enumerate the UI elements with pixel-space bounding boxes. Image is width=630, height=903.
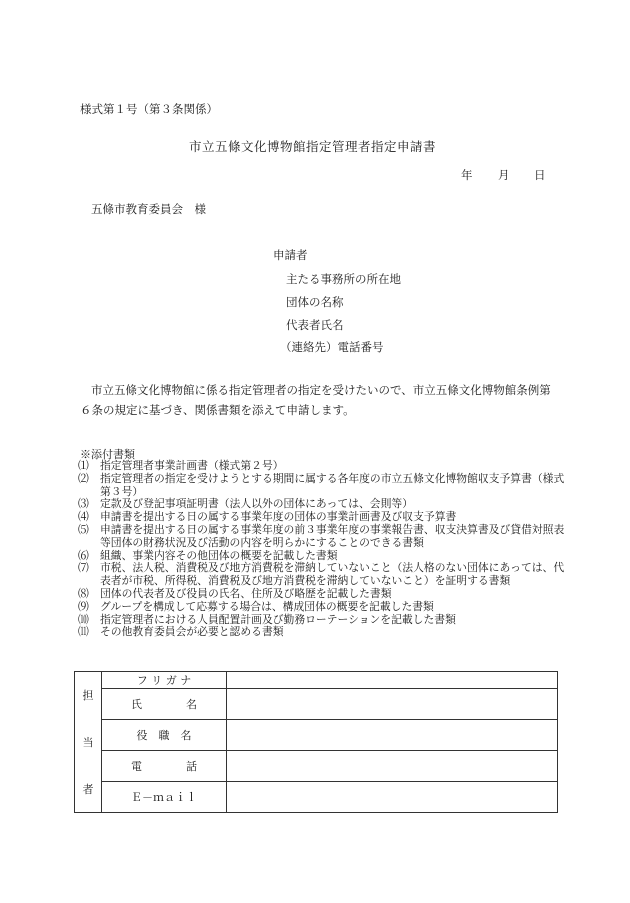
- list-item: [78, 588, 568, 601]
- item-number: ⑽: [78, 612, 89, 626]
- email-label: [102, 782, 227, 813]
- date-year-label: 年: [461, 168, 473, 182]
- body-text: 市立五條文化博物館に係る指定管理者の指定を受けたいので、市立五條文化博物館条例第６条の規定に基づき、関係書類を添えて申請します。: [80, 383, 551, 417]
- phone-label: [102, 751, 227, 782]
- applicant-representative-label: 代表者氏名: [286, 318, 344, 332]
- item-text: 市税、法人税、消費税及び地方消費税を滞納していないこと（法人格のない団体にあっては、代表者が市税、所得税、消費税及び地方消費税を滞納していないこと）を証明する書類: [100, 561, 565, 588]
- side-label-char: 者: [82, 783, 94, 796]
- attachments-title: ※添付書類: [80, 448, 135, 461]
- item-number: ⑾: [78, 625, 89, 639]
- date-day-label: 日: [534, 168, 546, 182]
- item-number: ⑼: [78, 599, 89, 613]
- item-text: 指定管理者における人員配置計画及び勤務ローテーションを記載した書類: [100, 612, 456, 626]
- date-month-label: 月: [498, 168, 510, 182]
- applicant-org-name-label: 団体の名称: [286, 295, 344, 309]
- furigana-label-text: フ リ ガ ナ: [136, 674, 192, 687]
- item-text: グループを構成して応募する場合は、構成団体の概要を記載した書類: [100, 599, 434, 613]
- list-item: [78, 524, 568, 550]
- item-number: ⑴: [78, 459, 89, 472]
- item-number: ⑵: [78, 471, 89, 485]
- item-number: ⑹: [78, 548, 89, 562]
- list-item: [78, 601, 568, 614]
- table-row: [75, 782, 558, 813]
- furigana-field[interactable]: [227, 672, 558, 689]
- attachments-list: [78, 460, 568, 639]
- item-text: 組織、事業内容その他団体の概要を記載した書類: [100, 548, 338, 562]
- list-item: [78, 460, 568, 473]
- furigana-label: [102, 672, 227, 689]
- item-text: 指定管理者事業計画書（様式第２号）: [100, 459, 284, 472]
- item-number: ⑶: [78, 497, 89, 511]
- item-text: 指定管理者の指定を受けようとする期間に属する各年度の市立五條文化博物館収支予算書（様式第３号）: [100, 471, 565, 498]
- form-number-label: 様式第１号（第３条関係）: [80, 102, 218, 116]
- item-number: ⑸: [78, 522, 89, 536]
- document-title: 市立五條文化博物館指定管理者指定申請書: [189, 139, 437, 154]
- table-row: [75, 672, 558, 689]
- list-item: [78, 626, 568, 639]
- job-title-label: [102, 720, 227, 751]
- email-field[interactable]: [227, 782, 558, 813]
- item-number: ⑷: [78, 510, 89, 524]
- contact-person-table: [74, 671, 558, 813]
- job-title-label-text: 役 職 名: [136, 729, 192, 742]
- list-item: [78, 562, 568, 588]
- name-label-text: 氏 名: [131, 698, 197, 711]
- phone-field[interactable]: [227, 751, 558, 782]
- item-text: その他教育委員会が必要と認める書類: [100, 625, 284, 639]
- side-label-char: 担: [82, 689, 94, 702]
- name-field[interactable]: [227, 689, 558, 720]
- table-row: [75, 751, 558, 782]
- addressee: 五條市教育委員会 様: [91, 202, 206, 216]
- item-number: ⑺: [78, 561, 89, 575]
- job-title-field[interactable]: [227, 720, 558, 751]
- item-text: 申請書を提出する日の属する事業年度の前３事業年度の事業報告書、収支決算書及び貸借対照表等団体の財務状況及び活動の内容を明らかにすることのできる書類: [100, 522, 565, 549]
- email-label-text: Ｅ－ｍａｉｌ: [131, 791, 197, 804]
- applicant-heading: 申請者: [273, 248, 308, 262]
- item-number: ⑻: [78, 586, 89, 600]
- list-item: [78, 473, 568, 499]
- table-row: [75, 689, 558, 720]
- item-text: 定款及び登記事項証明書（法人以外の団体にあっては、会則等）: [100, 497, 413, 511]
- item-text: 申請書を提出する日の属する事業年度の団体の事業計画書及び収支予算書: [100, 510, 457, 524]
- name-label: [102, 689, 227, 720]
- body-paragraph: [80, 380, 558, 420]
- contact-side-label: [75, 672, 102, 813]
- phone-label-text: 電 話: [131, 760, 197, 773]
- table-row: [75, 720, 558, 751]
- item-text: 団体の代表者及び役員の氏名、住所及び略歴を記載した書類: [100, 586, 392, 600]
- side-label-char: 当: [82, 736, 94, 749]
- applicant-address-label: 主たる事務所の所在地: [286, 272, 401, 286]
- applicant-phone-label: （連絡先）電話番号: [280, 340, 384, 354]
